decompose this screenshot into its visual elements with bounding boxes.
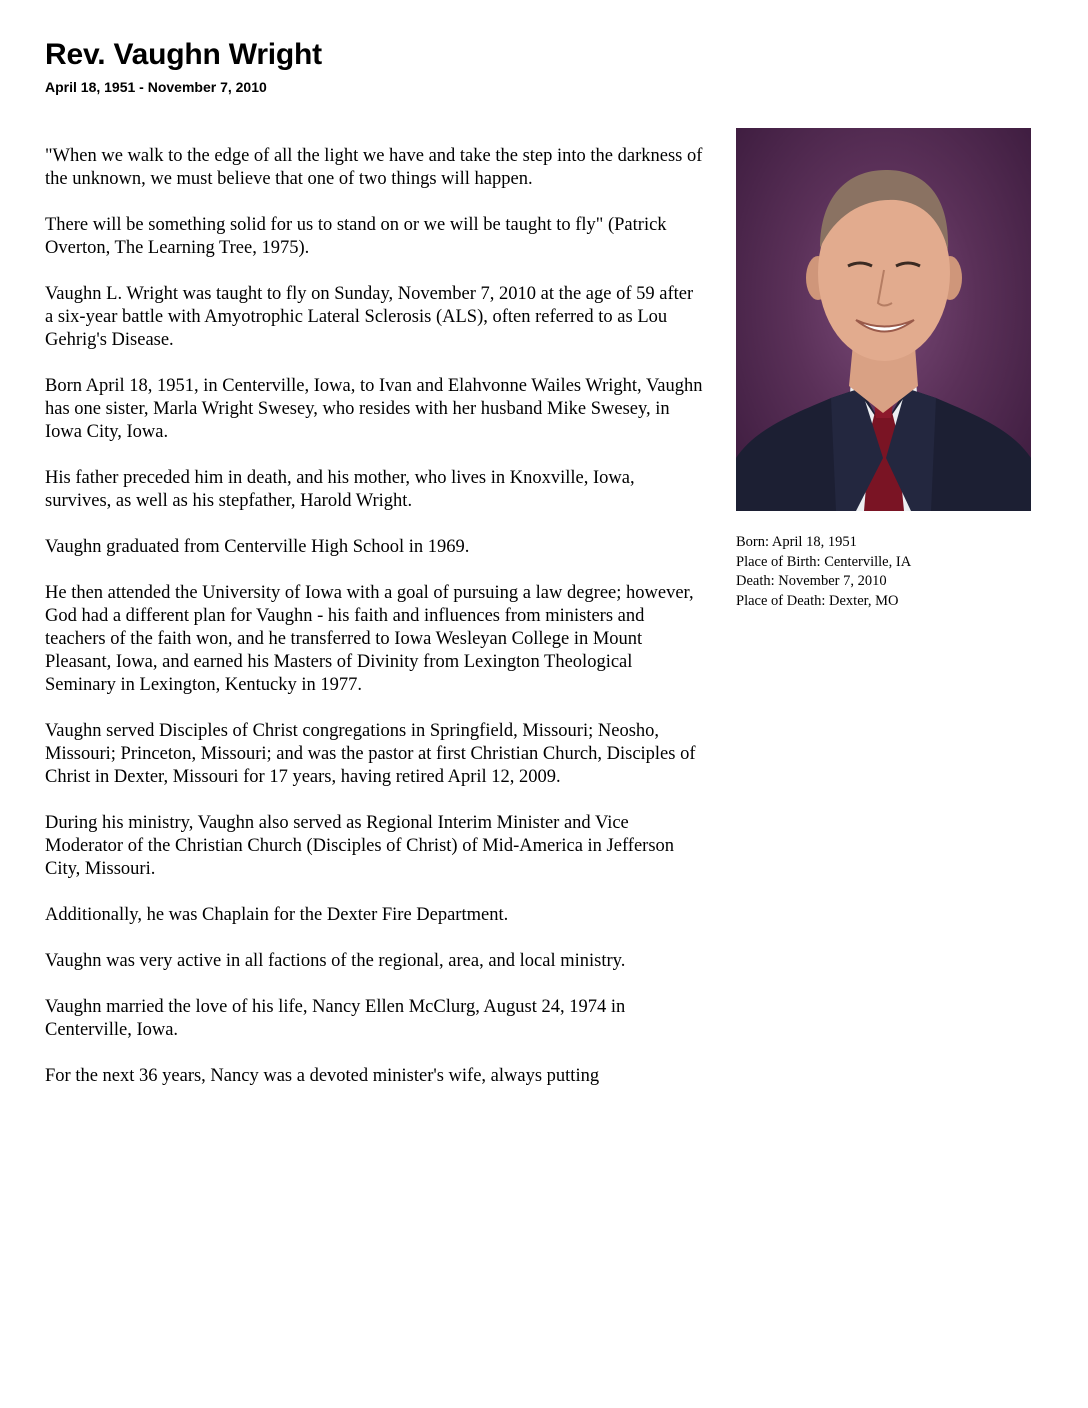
paragraph: His father preceded him in death, and his mother, who lives in Knoxville, Iowa, survives, as well as his stepfather, Harold Wright. — [45, 468, 635, 511]
paragraph: Vaughn married the love of his life, Nancy Ellen McClurg, August 24, 1974 in Centerville, Iowa. — [45, 997, 626, 1040]
portrait-illustration — [736, 128, 1031, 511]
paragraph: There will be something solid for us to stand on or we will be taught to fly" (Patrick Overton, The Learning Tree, 1975). — [45, 215, 667, 258]
paragraph: He then attended the University of Iowa with a goal of pursuing a law degree; however, God had a different plan for Vaughn - his faith and influences from ministers and teachers of the faith won, and he transferred to Iowa Wesleyan College in Mount Pleasant, Iowa, and earned his Masters of Divinity from Lexington Theological Seminary in Lexington, Kentucky in 1977. — [45, 583, 694, 695]
paragraph: For the next 36 years, Nancy was a devoted minister's wife, always putting — [45, 1066, 600, 1086]
life-dates: April 18, 1951 - November 7, 2010 — [45, 79, 267, 95]
paragraph: Vaughn was very active in all factions of the regional, area, and local ministry. — [45, 951, 626, 971]
paragraph: Born April 18, 1951, in Centerville, Iowa, to Ivan and Elahvonne Wailes Wright, Vaughn has one sister, Marla Wright Swesey, who resides with her husband Mike Swesey, in Iowa City, Iowa. — [45, 376, 703, 442]
portrait-photo — [736, 128, 1031, 511]
place-of-birth-fact: Place of Birth: Centerville, IA — [736, 553, 912, 570]
paragraph: Vaughn served Disciples of Christ congregations in Springfield, Missouri; Neosho, Missouri; Princeton, Missouri; and was the pastor at first Christian Church, Disciples of Christ in Dexter, Missouri for 17 years, having retired April 12, 2009. — [45, 721, 696, 787]
paragraph: Vaughn graduated from Centerville High School in 1969. — [45, 537, 470, 557]
paragraph: Vaughn L. Wright was taught to fly on Sunday, November 7, 2010 at the age of 59 after a six-year battle with Amyotrophic Lateral Sclerosis (ALS), often referred to as Lou Gehrig's Disease. — [45, 284, 694, 350]
obituary-body — [45, 145, 705, 1111]
page-title: Rev. Vaughn Wright — [45, 38, 322, 71]
paragraph: Additionally, he was Chaplain for the Dexter Fire Department. — [45, 905, 509, 925]
paragraph: During his ministry, Vaughn also served as Regional Interim Minister and Vice Moderator of the Christian Church (Disciples of Christ) of Mid-America in Jefferson City, Missouri. — [45, 813, 675, 879]
paragraph: "When we walk to the edge of all the light we have and take the step into the darkness of the unknown, we must believe that one of two things will happen. — [45, 146, 703, 189]
born-fact: Born: April 18, 1951 — [736, 534, 857, 550]
death-fact: Death: November 7, 2010 — [736, 573, 887, 589]
place-of-death-fact: Place of Death: Dexter, MO — [736, 592, 899, 609]
vital-facts — [736, 533, 1056, 611]
